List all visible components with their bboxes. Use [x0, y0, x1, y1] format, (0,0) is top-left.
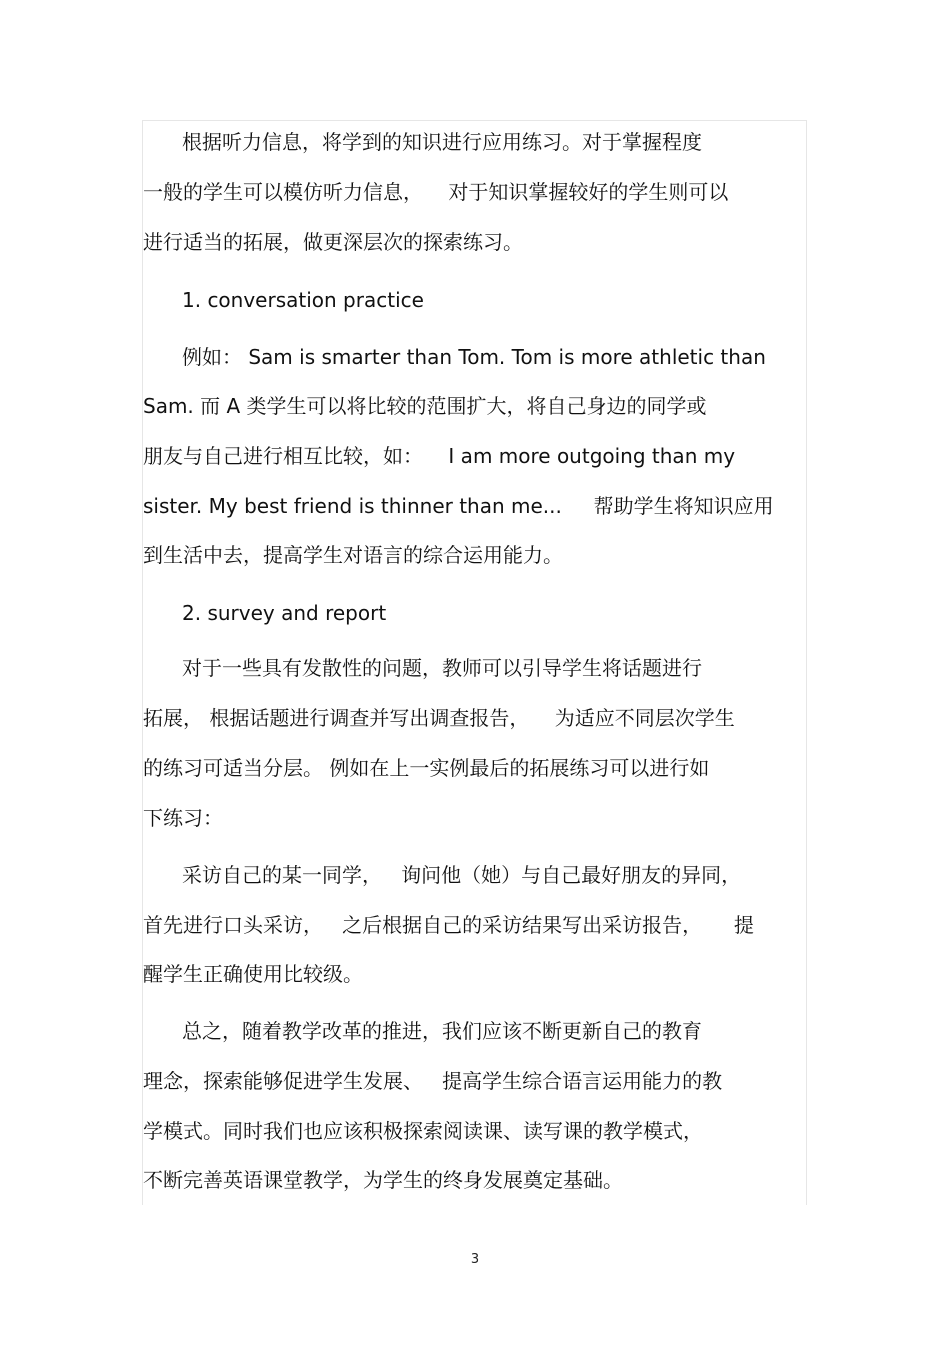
paragraph-line: 朋友与自己进行相互比较，如： I am more outgoing than my — [143, 444, 736, 468]
paragraph-line: 采访自己的某一同学， 询问他（她）与自己最好朋友的异同， — [182, 863, 742, 887]
paragraph-line: 不断完善英语课堂教学，为学生的终身发展奠定基础。 — [143, 1168, 623, 1192]
paragraph-line: 总之，随着教学改革的推进，我们应该不断更新自己的教育 — [182, 1019, 702, 1043]
paragraph-line: 理念，探索能够促进学生发展、 提高学生综合语言运用能力的教 — [143, 1069, 723, 1093]
paragraph-line: 例如： Sam is smarter than Tom. Tom is more athletic than — [182, 345, 766, 369]
paragraph-line: 醒学生正确使用比较级。 — [143, 962, 363, 986]
paragraph-line: 一般的学生可以模仿听力信息， 对于知识掌握较好的学生则可以 — [143, 180, 729, 204]
paragraph-line: 学模式。同时我们也应该积极探索阅读课、读写课的教学模式， — [143, 1119, 703, 1143]
paragraph-line: 进行适当的拓展，做更深层次的探索练习。 — [143, 230, 523, 254]
section-heading: 2. survey and report — [182, 601, 387, 625]
paragraph-line: 下练习： — [143, 806, 223, 830]
paragraph-line: 首先进行口头采访， 之后根据自己的采访结果写出采访报告， 提 — [143, 913, 754, 937]
paragraph-line: 的练习可适当分层。 例如在上一实例最后的拓展练习可以进行如 — [143, 756, 710, 780]
page-number: 3 — [470, 1252, 480, 1267]
paragraph-line: 根据听力信息，将学到的知识进行应用练习。对于掌握程度 — [182, 130, 702, 154]
paragraph-line: Sam. 而 A 类学生可以将比较的范围扩大，将自己身边的同学或 — [143, 394, 707, 418]
paragraph-line: sister. My best friend is thinner than me... 帮助学生将知识应用 — [143, 494, 774, 518]
paragraph-line: 对于一些具有发散性的问题，教师可以引导学生将话题进行 — [182, 656, 702, 680]
paragraph-line: 拓展， 根据话题进行调查并写出调查报告， 为适应不同层次学生 — [143, 706, 735, 730]
section-heading: 1. conversation practice — [182, 288, 424, 312]
paragraph-line: 到生活中去，提高学生对语言的综合运用能力。 — [143, 543, 563, 567]
